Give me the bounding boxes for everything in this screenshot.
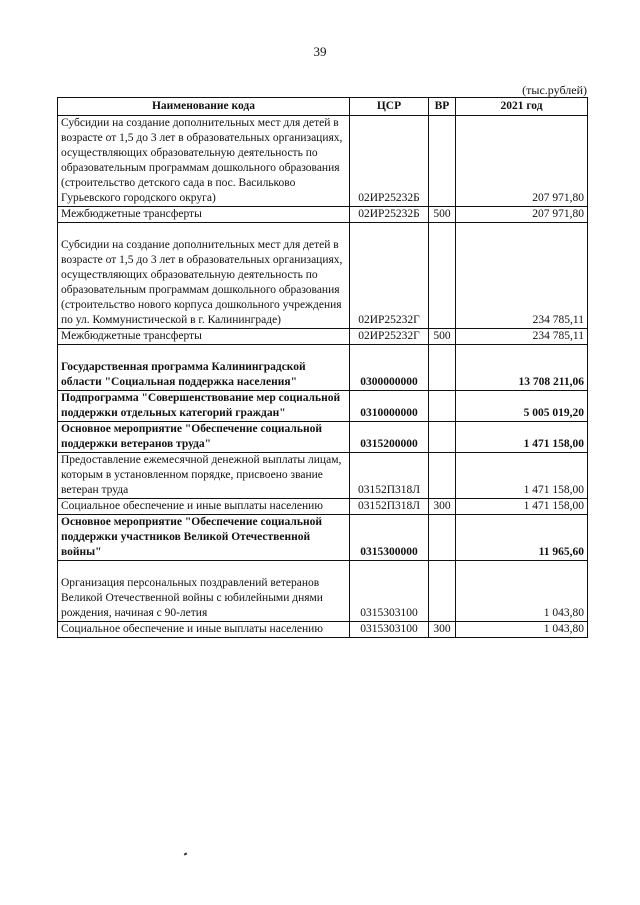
row-csr: 02ИР25232Б (350, 116, 429, 207)
row-vr: 300 (429, 499, 456, 515)
row-amount: 207 971,80 (456, 207, 588, 223)
row-amount: 1 043,80 (456, 561, 588, 622)
page-number: 39 (313, 44, 327, 59)
row-csr: 0315303100 (350, 622, 429, 638)
table-row (58, 223, 588, 329)
header-year: 2021 год (456, 98, 588, 116)
row-name: Основное мероприятие "Обеспечение социальной поддержки участников Великой Отечественной войны" (58, 515, 350, 561)
row-name: Социальное обеспечение и иные выплаты населению (58, 622, 350, 638)
row-amount: 5 005 019,20 (456, 391, 588, 422)
row-csr: 0310000000 (350, 391, 429, 422)
unit-note: (тыс.рублей) (522, 83, 587, 97)
row-csr: 0315300000 (350, 515, 429, 561)
row-name-cell (58, 345, 350, 391)
table-row (58, 207, 588, 223)
row-amount: 207 971,80 (456, 116, 588, 207)
row-csr: 02ИР25232Б (350, 207, 429, 223)
row-name: Межбюджетные трансферты (58, 329, 350, 345)
row-name: Субсидии на создание дополнительных мест для детей в возрасте от 1,5 до 3 лет в образовательных организациях, осуществляющих образовательную деятельность по образовательным программам дошкольного образования (строительство нового корпуса дошкольного учреждения по ул. Коммунистической в г. Калининграде) (61, 239, 343, 326)
table-row (58, 329, 588, 345)
row-amount: 234 785,11 (456, 223, 588, 329)
row-vr (429, 223, 456, 329)
table-row (58, 422, 588, 453)
row-vr (429, 561, 456, 622)
row-name: Подпрограмма "Совершенствование мер социальной поддержки отдельных категорий граждан" (58, 391, 350, 422)
header-name: Наименование кода (58, 98, 350, 116)
row-vr: 500 (429, 329, 456, 345)
row-csr: 03152П318Л (350, 453, 429, 499)
table-row (58, 116, 588, 207)
header-csr: ЦСР (350, 98, 429, 116)
row-csr: 02ИР25232Г (350, 223, 429, 329)
row-vr (429, 345, 456, 391)
table-header-row (58, 98, 588, 116)
row-vr: 300 (429, 622, 456, 638)
row-name-cell (58, 223, 350, 329)
row-amount: 1 471 158,00 (456, 422, 588, 453)
row-vr (429, 391, 456, 422)
row-amount: 1 471 158,00 (456, 453, 588, 499)
table-row (58, 499, 588, 515)
row-amount: 234 785,11 (456, 329, 588, 345)
row-amount: 1 043,80 (456, 622, 588, 638)
budget-table (57, 97, 588, 638)
table-row (58, 561, 588, 622)
row-name-cell (58, 561, 350, 622)
table-row (58, 453, 588, 499)
row-name: Основное мероприятие "Обеспечение социальной поддержки ветеранов труда" (58, 422, 350, 453)
row-name: Межбюджетные трансферты (58, 207, 350, 223)
row-csr: 02ИР25232Г (350, 329, 429, 345)
scan-speck (184, 852, 188, 855)
row-csr: 0300000000 (350, 345, 429, 391)
row-vr (429, 116, 456, 207)
header-vr: ВР (429, 98, 456, 116)
row-vr (429, 422, 456, 453)
row-vr: 500 (429, 207, 456, 223)
row-vr (429, 515, 456, 561)
row-csr: 03152П318Л (350, 499, 429, 515)
row-name: Субсидии на создание дополнительных мест для детей в возрасте от 1,5 до 3 лет в образовательных организациях, осуществляющих образовательную деятельность по образовательным программам дошкольного образования (строительство детского сада в пос. Васильково Гурьевского городского округа) (58, 116, 350, 207)
table-row (58, 345, 588, 391)
table-row (58, 622, 588, 638)
row-amount: 11 965,60 (456, 515, 588, 561)
row-name: Организация персональных поздравлений ветеранов Великой Отечественной войны с юбилейными днями рождения, начиная с 90-летия (61, 577, 323, 619)
row-csr: 0315303100 (350, 561, 429, 622)
row-csr: 0315200000 (350, 422, 429, 453)
row-name: Государственная программа Калининградской области "Социальная поддержка населения" (61, 361, 306, 388)
row-vr (429, 453, 456, 499)
row-amount: 1 471 158,00 (456, 499, 588, 515)
row-name: Предоставление ежемесячной денежной выплаты лицам, которым в установленном порядке, присвоено звание ветеран труда (58, 453, 350, 499)
table-row (58, 391, 588, 422)
row-name: Социальное обеспечение и иные выплаты населению (58, 499, 350, 515)
row-amount: 13 708 211,06 (456, 345, 588, 391)
table-row (58, 515, 588, 561)
